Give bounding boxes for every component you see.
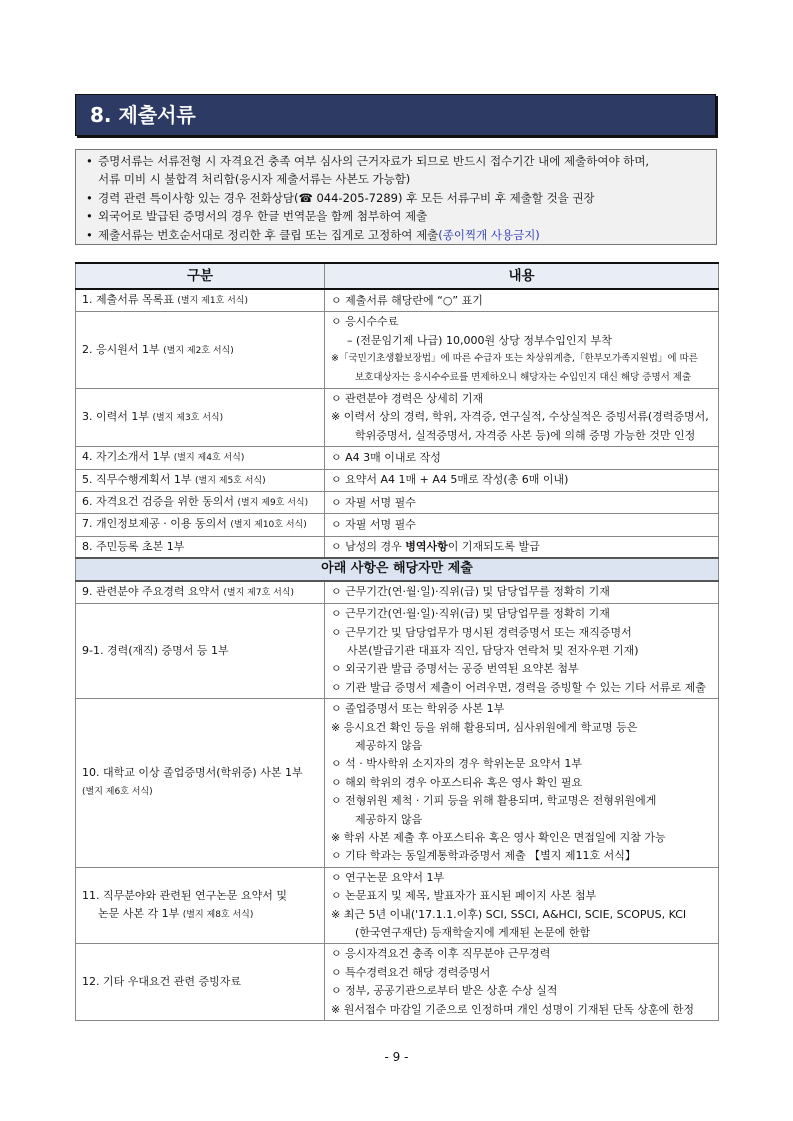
content-line: ※ 학위 사본 제출 후 아포스티유 혹은 영사 확인은 면접일에 지참 가능 [331, 830, 666, 844]
content-line: ㅇ 응시수수료 [331, 315, 399, 329]
content-line: ※ 이력서 상의 경력, 학위, 자격증, 연구실적, 수상실적은 증빙서류(경력증명서, [331, 410, 709, 424]
content-line: ㅇ 외국기관 발급 증명서는 공증 번역된 요약본 첨부 [331, 662, 579, 676]
content-line: ※「국민기초생활보장법」에 따른 수급자 또는 차상위계층,「한부모가족지원법」에 따른 [331, 353, 698, 365]
content-line: ㅇ 연구논문 요약서 1부 [331, 870, 445, 884]
row-content [325, 469, 719, 491]
content-line: ㅇ 논문표지 및 제목, 발표자가 표시된 페이지 사본 첨부 [331, 889, 597, 903]
notice-highlight: (종이찍개 사용금지) [438, 227, 540, 242]
table-row [76, 469, 719, 491]
table-row [76, 944, 719, 1021]
row-label: 9. 관련분야 주요경력 요약서 [82, 584, 220, 598]
content-text: ㅇ 남성의 경우 [331, 539, 406, 553]
row-label: 12. 기타 우대요건 관련 증빙자료 [82, 975, 241, 989]
content-line: 사본(발급기관 대표자 직인, 담당자 연락처 및 전자우편 기재) [347, 643, 639, 657]
row-form-ref: (별지 제10호 서식) [230, 520, 307, 531]
content-line: ㅇ 제출서류 해당란에 “○” 표기 [331, 293, 483, 307]
documents-table [75, 262, 719, 1021]
content-text: 이 기재되도록 발급 [447, 539, 540, 553]
content-line: ㅇ 기타 학과는 동일계통학과증명서 제출 【별지 제11호 서식】 [331, 849, 636, 863]
row-label: 5. 직무수행계획서 1부 [82, 472, 192, 486]
content-line: ㅇ 정부, 공공기관으로부터 받은 상훈 수상 실적 [331, 984, 558, 998]
table-row [76, 536, 719, 558]
row-label: 7. 개인정보제공 · 이용 동의서 [82, 517, 227, 531]
row-form-ref: (별지 제8호 서식) [182, 910, 254, 921]
row-label: 10. 대학교 이상 졸업증명서(학위증) 사본 1부 [82, 766, 303, 780]
row-content [325, 944, 719, 1021]
notice-box [75, 149, 717, 245]
notice-line: • 경력 관련 특이사항 있는 경우 전화상담(☎ 044-205-7289) 후 모든 서류구비 후 제출할 것을 권장 [98, 190, 595, 205]
row-form-ref: (별지 제5호 서식) [195, 475, 266, 486]
row-category [76, 604, 325, 699]
table-row [76, 867, 719, 944]
row-form-ref: (별지 제1호 서식) [177, 296, 249, 306]
table-body [76, 289, 719, 1021]
row-content [325, 536, 719, 558]
header-content: 내용 [325, 263, 719, 289]
notice-line: • 외국어로 발급된 증명서의 경우 한글 번역문을 함께 첨부하여 제출 [98, 209, 428, 224]
notice-item [82, 207, 710, 225]
row-label: 11. 직무분야와 관련된 연구논문 요약서 및 [82, 888, 287, 902]
row-content [325, 699, 719, 868]
table-header-row [76, 263, 719, 289]
table-row [76, 514, 719, 536]
content-line: ㅇ 근무기간 및 담당업무가 명시된 경력증명서 또는 재직증명서 [331, 625, 632, 639]
notice-line [98, 226, 710, 244]
row-category [76, 312, 325, 389]
content-line: – (전문임기제 나급) 10,000원 상당 정부수입인지 부착 [347, 333, 612, 347]
row-category [76, 699, 325, 868]
row-label: 9-1. 경력(재직) 증명서 등 1부 [82, 643, 229, 657]
row-content [325, 312, 719, 389]
table-row [76, 604, 719, 699]
subheader-row [76, 558, 719, 580]
content-line: 제공하지 않음 [355, 738, 423, 752]
row-label: 6. 자격요건 검증을 위한 동의서 [82, 495, 234, 509]
notice-list [82, 152, 710, 244]
header-category: 구분 [76, 263, 325, 289]
row-category [76, 289, 325, 312]
content-line: 학위증명서, 실적증명서, 자격증 사본 등)에 의해 증명 가능한 것만 인정 [355, 428, 696, 442]
notice-line: 서류 미비 시 불합격 처리함(응시자 제출서류는 사본도 가능함) [98, 172, 411, 187]
content-line: ※ 원서접수 마감일 기준으로 인정하며 개인 성명이 기재된 단독 상훈에 한정 [331, 1002, 694, 1016]
row-category [76, 867, 325, 944]
row-form-ref: (별지 제7호 서식) [223, 587, 295, 598]
content-line [331, 538, 712, 556]
row-content [325, 389, 719, 447]
row-content [325, 604, 719, 699]
content-line: ㅇ 특수경력요건 해당 경력증명서 [331, 965, 491, 979]
notice-item [82, 189, 710, 207]
page-number: - 9 - [384, 1050, 409, 1064]
content-line: ※ 응시요건 확인 등을 위해 활용되며, 심사위원에게 학교명 등은 [331, 720, 638, 734]
content-line: ㅇ 자필 서명 필수 [331, 495, 416, 509]
notice-line: • 증명서류는 서류전형 시 자격요건 충족 여부 심사의 근거자료가 되므로 반드시 접수기간 내에 제출하여야 하며, [98, 154, 650, 168]
content-bold: 병역사항 [405, 539, 448, 553]
content-line: ㅇ 졸업증명서 또는 학위증 사본 1부 [331, 702, 505, 716]
subheader: 아래 사항은 해당자만 제출 [76, 558, 719, 580]
table-row [76, 447, 719, 469]
content-line: ㅇ 기관 발급 증명서 제출이 어려우면, 경력을 증빙할 수 있는 기타 서류로 제출 [331, 680, 706, 694]
row-form-ref: (별지 제6호 서식) [82, 787, 153, 798]
row-category [76, 492, 325, 514]
row-label-cont: 논문 사본 각 1부 [98, 907, 180, 921]
content-line: ㅇ A4 3매 이내로 작성 [331, 450, 441, 464]
row-form-ref: (별지 제2호 서식) [163, 345, 234, 356]
row-label: 3. 이력서 1부 [82, 409, 149, 423]
table-row [76, 699, 719, 868]
row-category [76, 447, 325, 469]
content-line: ㅇ 요약서 A4 1매 + A4 5매로 작성(총 6매 이내) [331, 473, 569, 487]
row-content [325, 492, 719, 514]
content-line: ㅇ 석 · 박사학위 소지자의 경우 학위논문 요약서 1부 [331, 757, 582, 771]
row-content [325, 514, 719, 536]
section-title: 8. 제출서류 [75, 94, 716, 136]
table-row [76, 312, 719, 389]
content-line: ㅇ 근무기간(연·월·일)·직위(급) 및 담당업무를 정확히 기재 [331, 585, 610, 599]
row-content [325, 867, 719, 944]
row-category [76, 514, 325, 536]
row-form-ref: (별지 제9호 서식) [237, 498, 309, 509]
row-label: 4. 자기소개서 1부 [82, 450, 171, 464]
row-content [325, 289, 719, 312]
content-line: (한국연구재단) 등재학술지에 게재된 논문에 한함 [355, 926, 591, 939]
row-label: 1. 제출서류 목록표 [82, 293, 174, 306]
content-line: ㅇ 근무기간(연·월·일)·직위(급) 및 담당업무를 정확히 기재 [331, 607, 610, 621]
row-category [76, 389, 325, 447]
content-line: ㅇ 해외 학위의 경우 아포스티유 혹은 영사 확인 필요 [331, 775, 583, 789]
row-category [76, 581, 325, 604]
row-category [76, 944, 325, 1021]
content-line: ㅇ 전형위원 제척 · 기피 등을 위해 활용되며, 학교명은 전형위원에게 [331, 794, 657, 808]
row-content [325, 581, 719, 604]
row-category [76, 469, 325, 491]
row-form-ref: (별지 제3호 서식) [152, 412, 224, 423]
table-row [76, 581, 719, 604]
notice-item [82, 152, 710, 189]
table-row [76, 289, 719, 312]
table-row [76, 492, 719, 514]
notice-item [82, 226, 710, 244]
table-row [76, 389, 719, 447]
row-content [325, 447, 719, 469]
content-line: ※ 최근 5년 이내('17.1.1.이후) SCI, SSCI, A&HCI, SCIE, SCOPUS, KCI [331, 907, 687, 921]
content-line: 제공하지 않음 [355, 812, 423, 826]
content-line: ㅇ 자필 서명 필수 [331, 517, 416, 531]
content-line: ㅇ 관련분야 경력은 상세히 기재 [331, 392, 484, 406]
content-line: 보호대상자는 응시수수료를 면제하오니 해당자는 수입인지 대신 해당 증명서 제출 [355, 371, 692, 383]
row-category: 8. 주민등록 초본 1부 [76, 536, 325, 558]
content-line: ㅇ 응시자격요건 충족 이후 직무분야 근무경력 [331, 947, 551, 961]
row-form-ref: (별지 제4호 서식) [173, 453, 245, 464]
notice-text: 제출서류는 번호순서대로 정리한 후 클립 또는 집게로 고정하여 제출 [98, 227, 439, 242]
row-label: 2. 응시원서 1부 [82, 342, 160, 356]
